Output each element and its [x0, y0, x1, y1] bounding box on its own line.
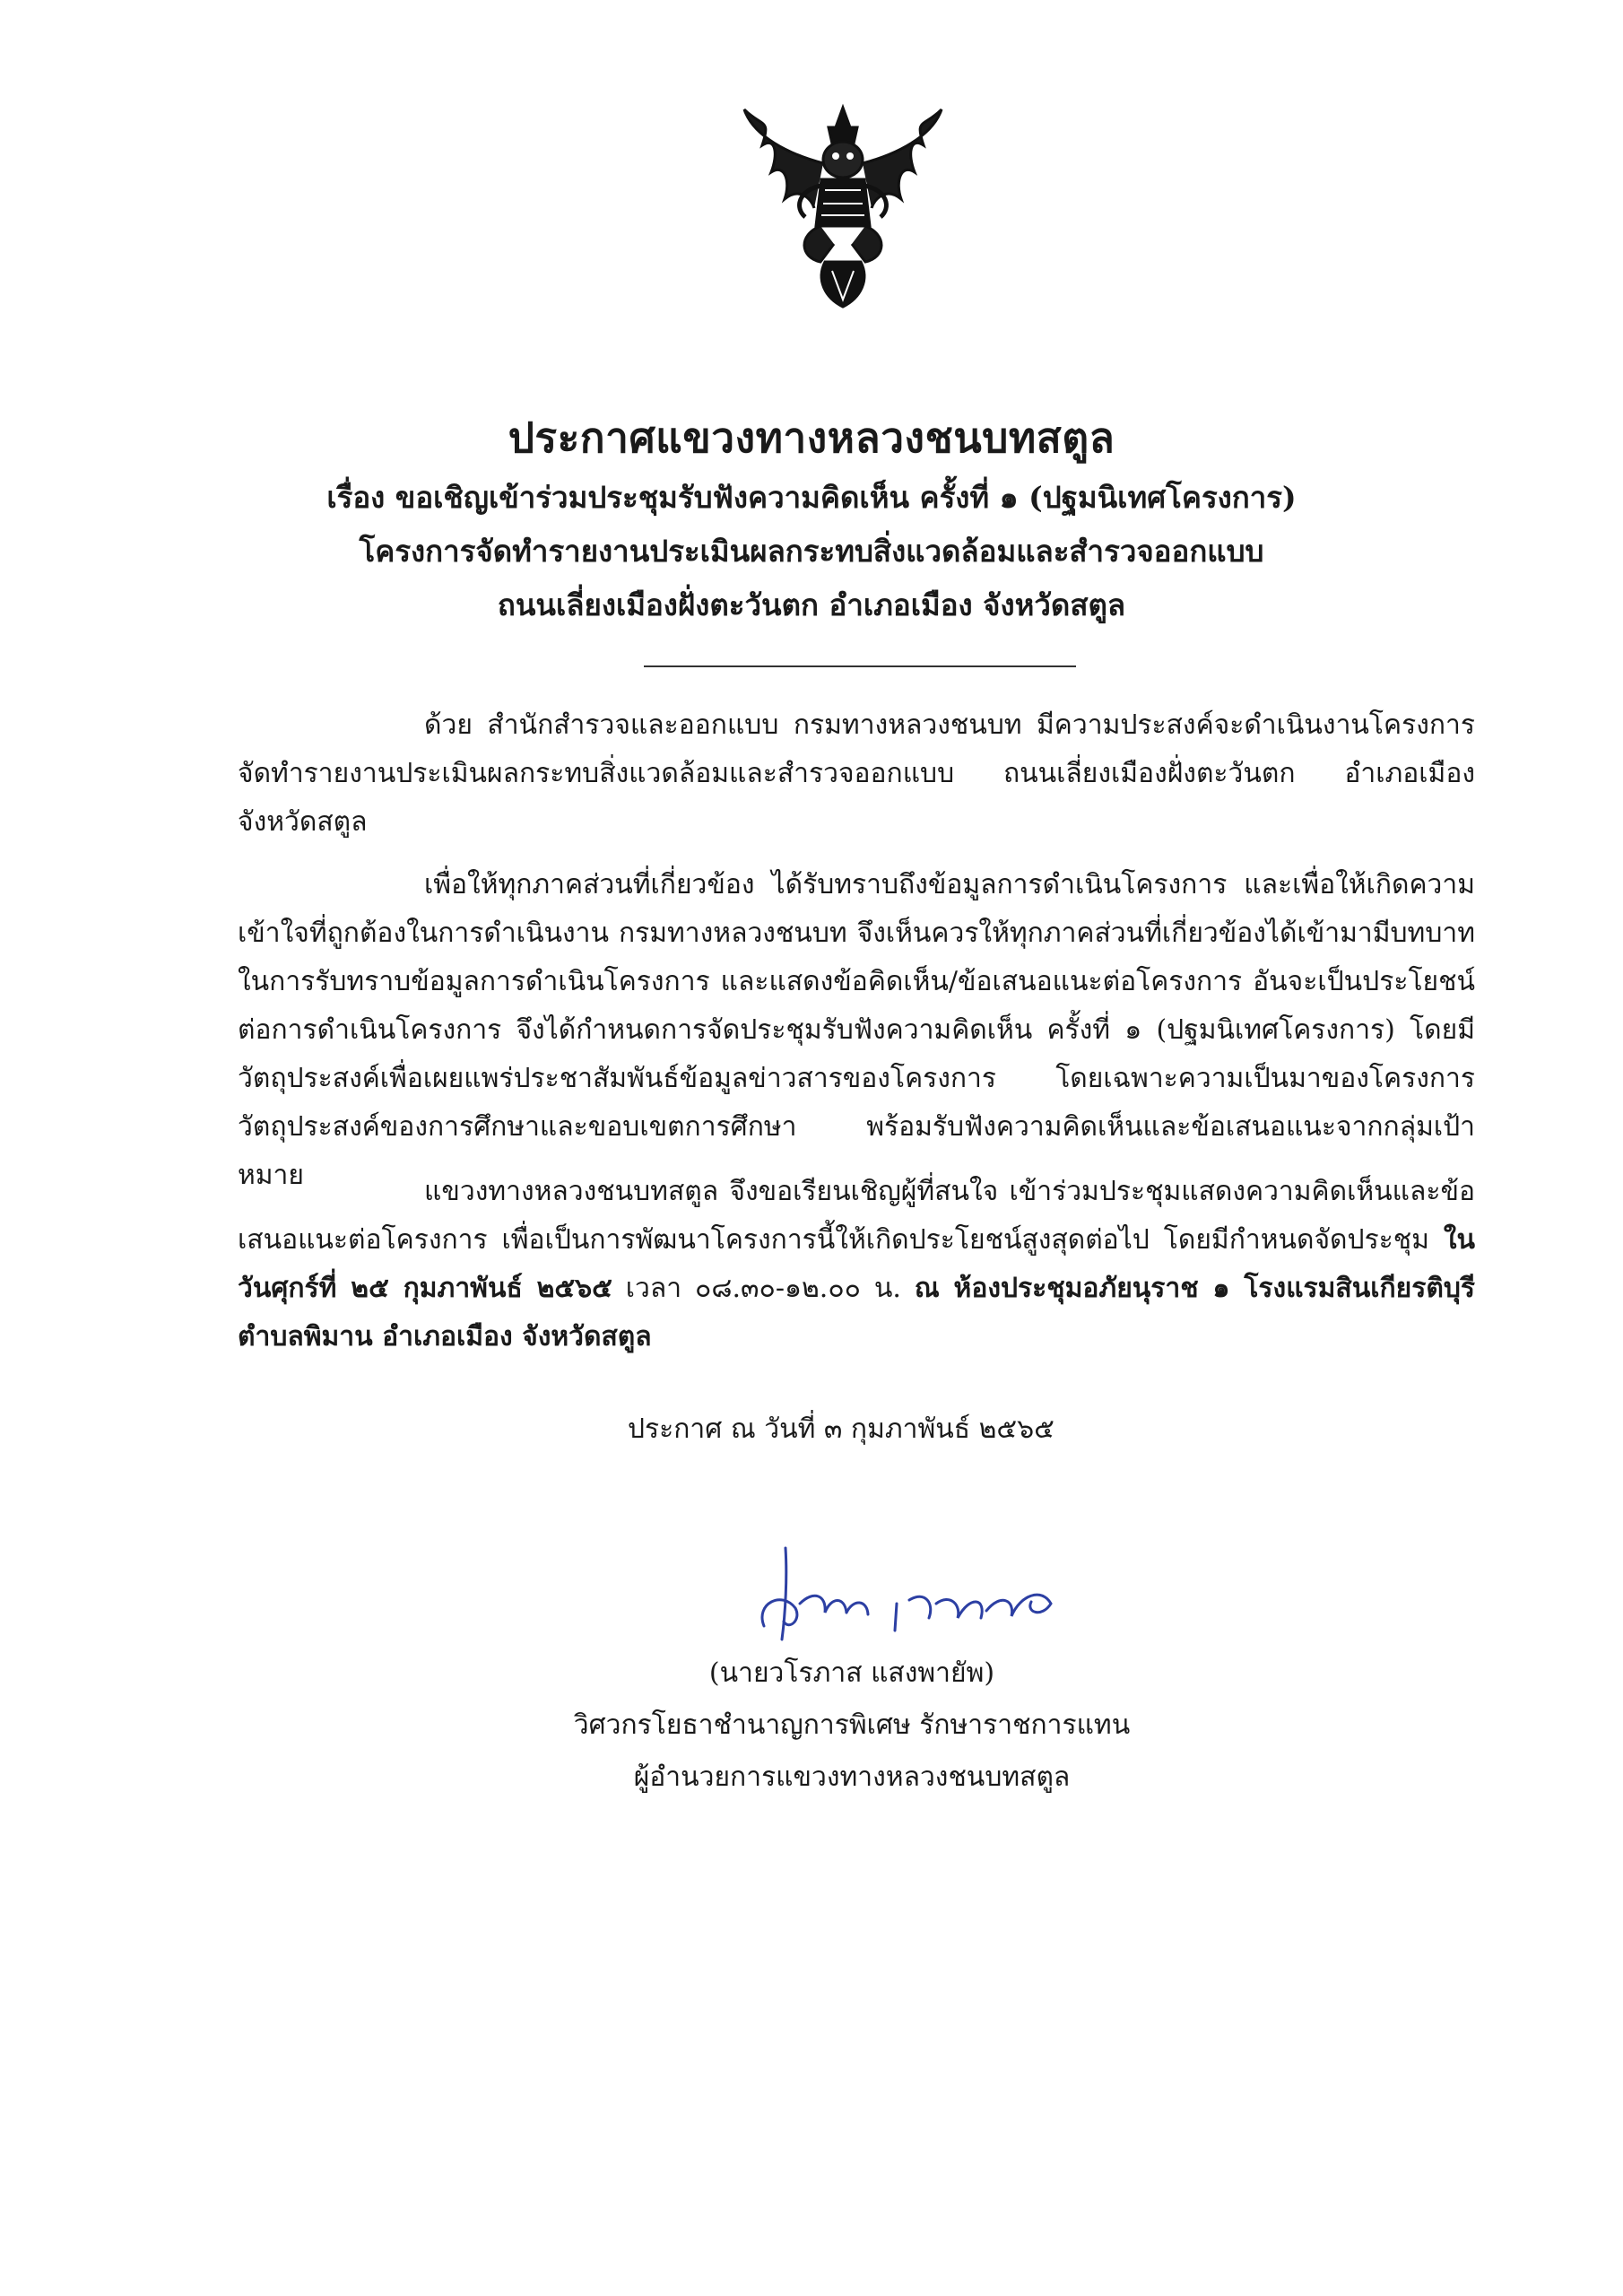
paragraph-2-text: เพื่อให้ทุกภาคส่วนที่เกี่ยวข้อง ได้รับทราบถึงข้อมูลการดำเนินโครงการ และเพื่อให้เกิดความเข้าใจที่ถูกต้องในการดำเนินงาน กรมทางหลวงชนบท จึงเห็นควรให้ทุกภาคส่วนที่เกี่ยวข้องได้เข้ามามีบทบาทในการรับทราบข้อมูลการดำเนินโครงการ และแสดงข้อคิดเห็น/ข้อเสนอแนะต่อโครงการ อันจะเป็นประโยชน์ต่อการดำเนินโครงการ จึงได้กำหนดการจัดประชุมรับฟังความคิดเห็น ครั้งที่ ๑ (ปฐมนิเทศโครงการ) โดยมีวัตถุประสงค์เพื่อเผยแพร่ประชาสัมพันธ์ข้อมูลข่าวสารของโครงการ โดยเฉพาะความเป็นมาของโครงการ วัตถุประสงค์ของการศึกษาและขอบเขตการศึกษา พร้อมรับฟังความคิดเห็นและข้อเสนอแนะจากกลุ่มเป้าหมาย — [238, 869, 1475, 1191]
signatory-position-2: ผู้อำนวยการแขวงทางหลวงชนบทสตูล — [633, 1761, 1071, 1793]
signatory-position-1: วิศวกรโยธาชำนาญการพิเศษ รักษาราชการแทน — [573, 1709, 1131, 1741]
paragraph-2 — [238, 861, 1475, 1200]
meeting-venue: ณ ห้องประชุมอภัยนุราช ๑ โรงแรมสินเกียรติบุรี ตำบลพิมาน อำเภอเมือง จังหวัดสตูล — [238, 1273, 1475, 1352]
announcement-date: ประกาศ ณ วันที่ ๓ กุมภาพันธ์ ๒๕๖๕ — [628, 1413, 1055, 1445]
paragraph-1 — [238, 701, 1475, 847]
project-line: โครงการจัดทำรายงานประเมินผลกระทบสิ่งแวดล้อมและสำรวจออกแบบ — [359, 534, 1264, 569]
title-divider — [644, 665, 1076, 667]
paragraph-1-text: ด้วย สำนักสำรวจและออกแบบ กรมทางหลวงชนบท มีความประสงค์จะดำเนินงานโครงการจัดทำรายงานประเมินผลกระทบสิ่งแวดล้อมและสำรวจออกแบบ ถนนเลี่ยงเมืองฝั่งตะวันตก อำเภอเมือง จังหวัดสตูล — [238, 709, 1475, 838]
document-title: ประกาศแขวงทางหลวงชนบทสตูล — [508, 413, 1115, 462]
subject-line: เรื่อง ขอเชิญเข้าร่วมประชุมรับฟังความคิดเห็น ครั้งที่ ๑ (ปฐมนิเทศโครงการ) — [326, 480, 1297, 515]
paragraph-3-text: แขวงทางหลวงชนบทสตูล จึงขอเรียนเชิญผู้ที่สนใจ เข้าร่วมประชุมแสดงความคิดเห็นและข้อเสนอแนะต่อโครงการ เพื่อเป็นการพัฒนาโครงการนี้ให้เกิดประโยชน์สูงสุดต่อไป โดยมีกำหนดจัดประชุม — [238, 1176, 1475, 1256]
handwritten-signature — [746, 1541, 1069, 1648]
meeting-date: ในวันศุกร์ที่ ๒๕ กุมภาพันธ์ ๒๕๖๕ — [238, 1224, 1475, 1304]
location-line: ถนนเลี่ยงเมืองฝั่งตะวันตก อำเภอเมือง จังหวัดสตูล — [497, 587, 1126, 622]
signatory-name: (นายวโรภาส แสงพายัพ) — [708, 1657, 995, 1689]
meeting-time: เวลา ๐๘.๓๐-๑๒.๐๐ น. — [612, 1273, 915, 1304]
garuda-emblem-icon — [735, 100, 950, 311]
paragraph-3 — [238, 1168, 1475, 1361]
